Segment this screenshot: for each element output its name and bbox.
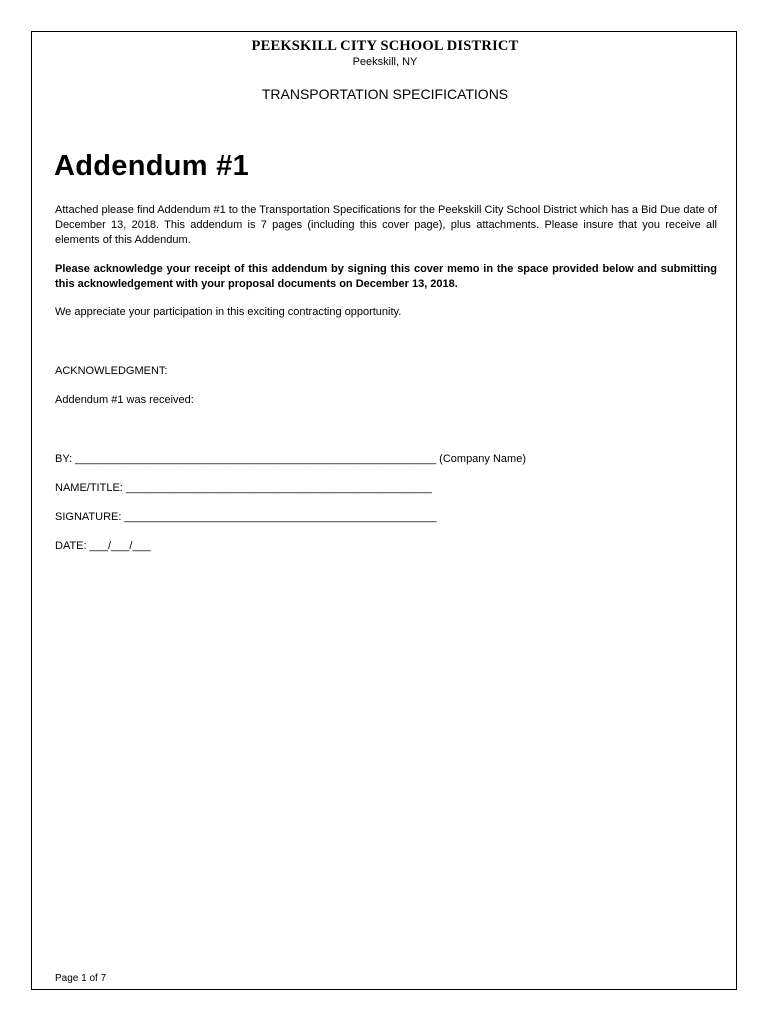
signature-field[interactable]: SIGNATURE: ___________________________________________________	[55, 511, 437, 523]
intro-paragraph: Attached please find Addendum #1 to the Transportation Specifications for the Peekskill City School District which has a Bid Due date of December 13, 2018. This addendum is 7 pages (including this cover page), plus attachments. Please insure that you receive all elements of this Addendum.	[55, 204, 717, 246]
page-number: Page 1 of 7	[55, 973, 107, 984]
date-field[interactable]: DATE: ___/___/___	[55, 540, 151, 552]
page-title: Addendum #1	[54, 150, 250, 182]
addendum-received-label: Addendum #1 was received:	[55, 394, 194, 406]
acknowledgment-heading: ACKNOWLEDGMENT:	[55, 365, 168, 377]
district-location: Peekskill, NY	[352, 56, 418, 68]
company-name-field[interactable]: BY: ___________________________________________________________ (Company Name)	[55, 453, 526, 465]
specification-title: TRANSPORTATION SPECIFICATIONS	[261, 86, 509, 102]
district-name: PEEKSKILL CITY SCHOOL DISTRICT	[251, 38, 519, 54]
appreciation-paragraph: We appreciate your participation in this exciting contracting opportunity.	[55, 306, 402, 318]
name-title-field[interactable]: NAME/TITLE: __________________________________________________	[55, 482, 432, 494]
acknowledge-instruction: Please acknowledge your receipt of this addendum by signing this cover memo in the space provided below and submitting this acknowledgement with your proposal documents on December 13, 2018.	[55, 263, 717, 290]
